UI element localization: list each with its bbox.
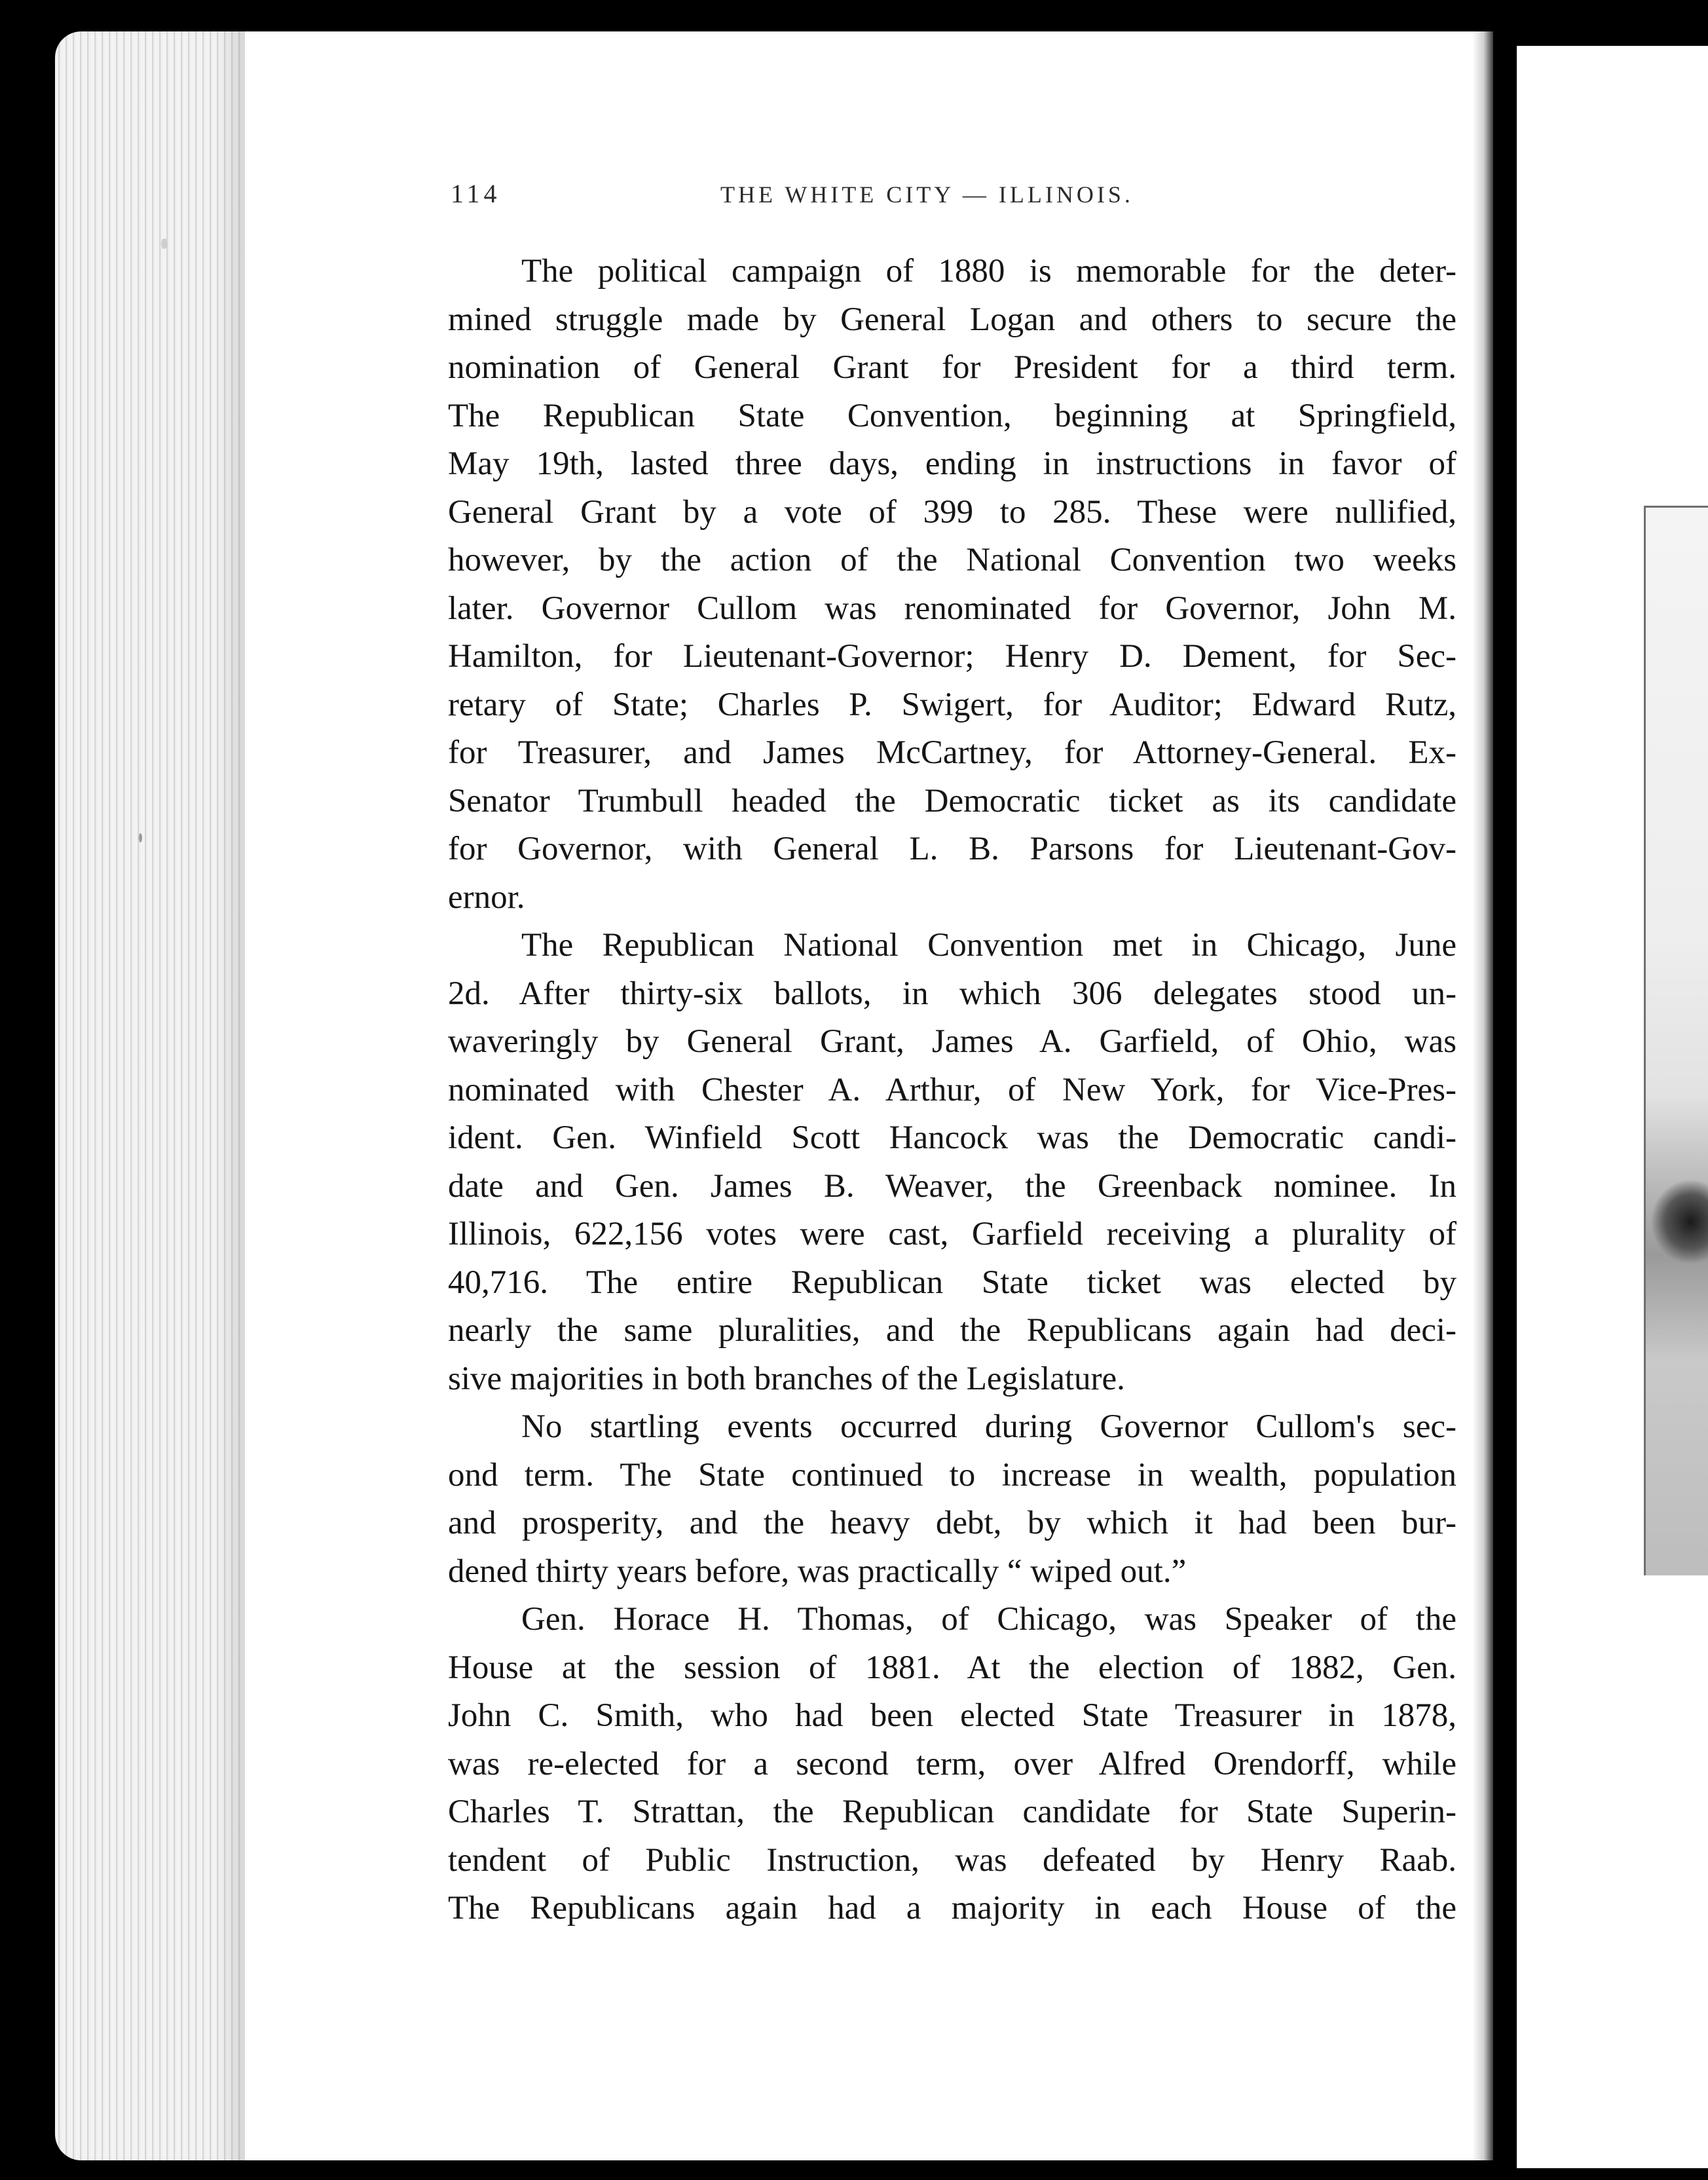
margin-speck xyxy=(161,238,168,249)
body-text xyxy=(448,248,1457,1933)
text-line: nominated with Chester A. Arthur, of New York, for Vice-Pres- xyxy=(448,1071,1457,1108)
text-line: for Governor, with General L. B. Parsons for Lieutenant-Gov- xyxy=(448,831,1457,867)
text-line: No startling events occurred during Governor Cullom's sec- xyxy=(521,1408,1457,1445)
facing-page-photo-detail xyxy=(1650,1179,1708,1264)
text-line: 2d. After thirty-six ballots, in which 306 delegates stood un- xyxy=(448,975,1457,1012)
text-line: mined struggle made by General Logan and others to secure the xyxy=(448,301,1457,338)
book-gutter xyxy=(1472,31,1493,2160)
text-line: ond term. The State continued to increase in wealth, population xyxy=(448,1456,1457,1494)
text-line: Hamilton, for Lieutenant-Governor; Henry D. Dement, for Sec- xyxy=(448,638,1457,675)
text-line: House at the session of 1881. At the election of 1882, Gen. xyxy=(448,1649,1457,1686)
text-line: John C. Smith, who had been elected State Treasurer in 1878, xyxy=(448,1697,1457,1734)
text-line: ident. Gen. Winfield Scott Hancock was the Democratic candi- xyxy=(448,1119,1457,1156)
running-head: THE WHITE CITY — ILLINOIS. xyxy=(720,181,1134,208)
text-line: retary of State; Charles P. Swigert, for Auditor; Edward Rutz, xyxy=(448,686,1457,723)
page-edge-shadow xyxy=(216,31,246,2160)
facing-page-photo-plate xyxy=(1644,506,1708,1575)
text-line: for Treasurer, and James McCartney, for Attorney-General. Ex- xyxy=(448,734,1457,771)
text-line: tendent of Public Instruction, was defeated by Henry Raab. xyxy=(448,1841,1457,1879)
margin-speck xyxy=(139,833,142,842)
text-line: The Republican State Convention, beginning at Springfield, xyxy=(448,397,1457,434)
text-line: ernor. xyxy=(448,878,525,916)
text-line: however, by the action of the National Convention two weeks xyxy=(448,542,1457,578)
text-line: date and Gen. James B. Weaver, the Greenback nominee. In xyxy=(448,1167,1457,1205)
text-line: The Republican National Convention met in Chicago, June xyxy=(521,927,1457,964)
text-line: nomination of General Grant for President for a third term. xyxy=(448,349,1457,386)
text-line: later. Governor Cullom was renominated for Governor, John M. xyxy=(448,590,1457,627)
text-line: May 19th, lasted three days, ending in instructions in favor of xyxy=(448,445,1457,482)
text-line: The Republicans again had a majority in each House of the xyxy=(448,1890,1457,1926)
text-line: Illinois, 622,156 votes were cast, Garfield receiving a plurality of xyxy=(448,1216,1457,1252)
text-line: and prosperity, and the heavy debt, by which it had been bur- xyxy=(448,1505,1457,1541)
text-line: was re-elected for a second term, over Alfred Orendorff, while xyxy=(448,1745,1457,1782)
text-line: Gen. Horace H. Thomas, of Chicago, was Speaker of the xyxy=(521,1601,1457,1638)
text-line: dened thirty years before, was practically “ wiped out.” xyxy=(448,1552,1187,1590)
text-line: waveringly by General Grant, James A. Garfield, of Ohio, was xyxy=(448,1023,1457,1060)
text-line: 40,716. The entire Republican State ticket was elected by xyxy=(448,1264,1457,1301)
page-number: 114 xyxy=(451,179,501,208)
text-line: nearly the same pluralities, and the Republicans again had deci- xyxy=(448,1312,1457,1349)
scan-top-border xyxy=(0,0,1708,28)
text-line: Charles T. Strattan, the Republican candidate for State Superin- xyxy=(448,1794,1457,1830)
text-line: General Grant by a vote of 399 to 285. These were nullified, xyxy=(448,493,1457,531)
text-line: sive majorities in both branches of the Legislature. xyxy=(448,1360,1125,1397)
text-line: The political campaign of 1880 is memorable for the deter- xyxy=(521,253,1457,290)
text-line: Senator Trumbull headed the Democratic ticket as its candidate xyxy=(448,782,1457,819)
